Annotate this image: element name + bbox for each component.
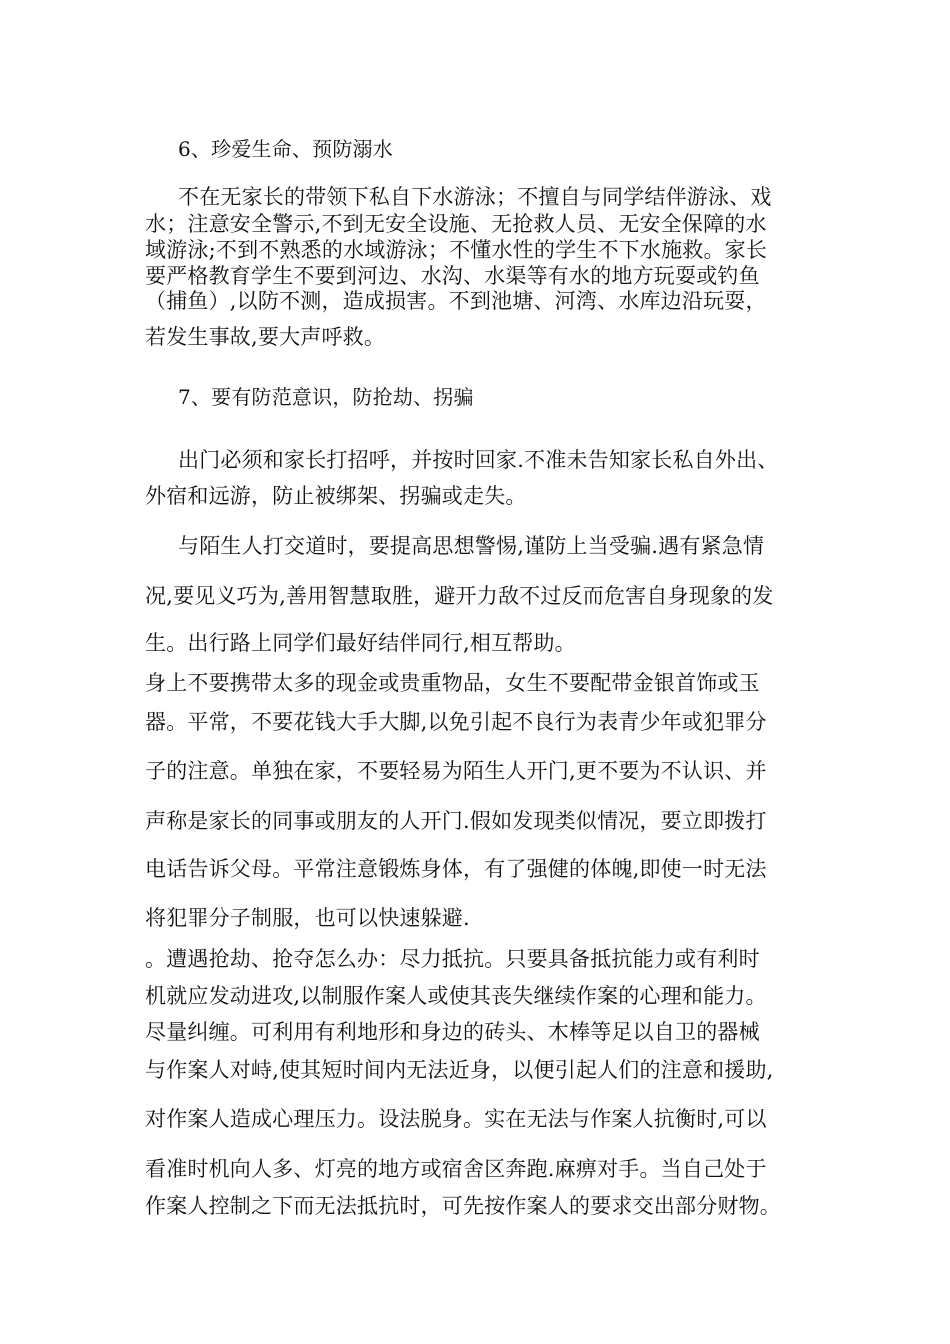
paragraph-line: 与作案人对峙,使其短时间内无法近身，以便引起人们的注意和援助, [145,1058,774,1082]
paragraph-line: 不在无家长的带领下私自下水游泳；不擅自与同学结伴游泳、戏 [178,185,772,209]
paragraph-line: 声称是家长的同事或朋友的人开门.假如发现类似情况，要立即拨打 [145,809,767,833]
paragraph-line: 看准时机向人多、灯亮的地方或宿舍区奔跑.麻痹对手。当自己处于 [145,1157,767,1181]
paragraph-line: 生。出行路上同学们最好结伴同行,相互帮助。 [145,631,576,655]
section-heading-6: 6、珍爱生命、预防溺水 [178,137,393,161]
paragraph-line: 尽量纠缠。可利用有利地形和身边的砖头、木棒等足以自卫的器械 [145,1020,760,1044]
paragraph-line: 出门必须和家长打招呼，并按时回家.不准未告知家长私自外出、 [178,448,779,472]
paragraph-line: 机就应发动进攻,以制服作案人或使其丧失继续作案的心理和能力。 [145,984,767,1008]
paragraph-line: 外宿和远游，防止被绑架、拐骗或走失。 [145,484,527,508]
paragraph-line: 况,要见义巧为,善用智慧取胜，避开力敌不过反而危害自身现象的发 [145,584,774,608]
paragraph-line: 身上不要携带太多的现金或贵重物品，女生不要配带金银首饰或玉 [145,671,760,695]
paragraph-line: 作案人控制之下而无法抵抗时，可先按作案人的要求交出部分财物。 [145,1194,781,1218]
paragraph-line: 水；注意安全警示,不到无安全设施、无抢救人员、无安全保障的水 [145,212,767,236]
paragraph-line: 将犯罪分子制服，也可以快速躲避. [145,906,470,930]
paragraph-line: 对作案人造成心理压力。设法脱身。实在无法与作案人抗衡时,可以 [145,1107,767,1131]
paragraph-line: 子的注意。单独在家，不要轻易为陌生人开门,更不要为不认识、并 [145,759,767,783]
section-heading-7: 7、要有防范意识，防抢劫、拐骗 [178,385,474,409]
paragraph-line: 域游泳;不到不熟悉的水域游泳；不懂水性的学生不下水施救。家长 [145,238,768,262]
paragraph-line: （捕鱼）,以防不测，造成损害。不到池塘、河湾、水库边沿玩耍， [145,289,767,313]
paragraph-line: 与陌生人打交道时，要提高思想警惕,谨防上当受骗.遇有紧急情 [178,534,765,558]
paragraph-line: 若发生事故,要大声呼救。 [145,325,386,349]
paragraph-line: 电话告诉父母。平常注意锻炼身体，有了强健的体魄,即使一时无法 [145,857,767,881]
paragraph-line: 。遭遇抢劫、抢夺怎么办：尽力抵抗。只要具备抵抗能力或有利时 [145,947,760,971]
paragraph-line: 要严格教育学生不要到河边、水沟、水渠等有水的地方玩耍或钓鱼 [145,264,760,288]
paragraph-line: 器。平常，不要花钱大手大脚,以免引起不良行为表青少年或犯罪分 [145,710,767,734]
